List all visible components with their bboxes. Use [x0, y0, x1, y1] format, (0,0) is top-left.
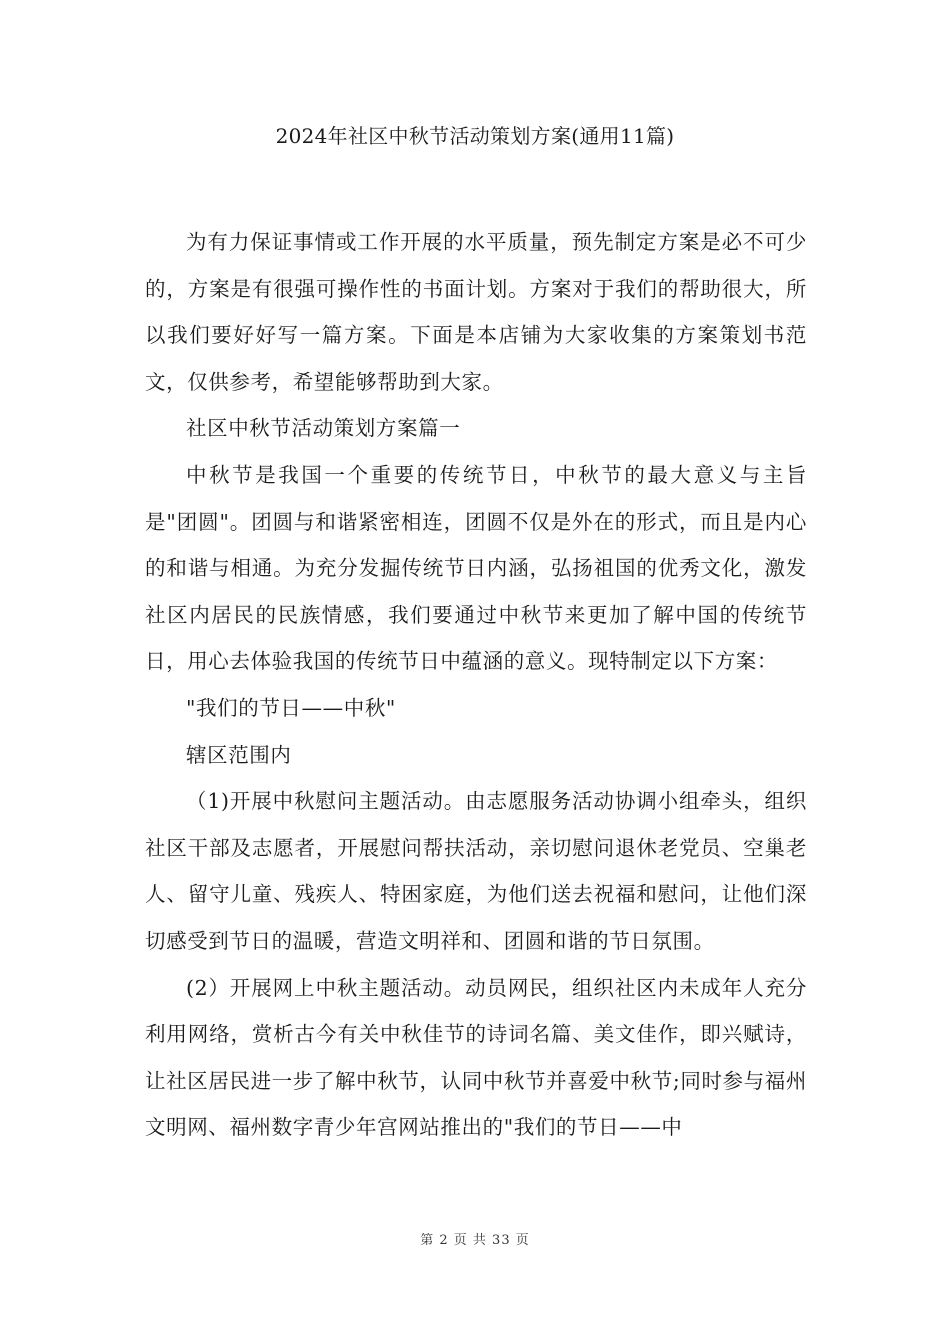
page-title: 2024年社区中秋节活动策划方案(通用11篇): [275, 124, 675, 148]
paragraph-intro: 为有力保证事情或工作开展的水平质量，预先制定方案是必不可少的，方案是有很强可操作性的书面计划。方案对于我们的帮助很大，所以我们要好好写一篇方案。下面是本店铺为大家收集的方案策划书范文，仅供参考，希望能够帮助到大家。: [145, 230, 807, 394]
document-body: [145, 219, 807, 1151]
paragraph-activity-1: （1)开展中秋慰问主题活动。由志愿服务活动协调小组牵头，组织社区干部及志愿者，开展慰问帮扶活动，亲切慰问退休老党员、空巢老人、留守儿童、残疾人、特困家庭，为他们送去祝福和慰问，让他们深切感受到节日的温暖，营造文明祥和、团圆和谐的节日氛围。: [145, 789, 807, 953]
paragraph-activity-2: (2）开展网上中秋主题活动。动员网民，组织社区内未成年人充分利用网络，赏析古今有关中秋佳节的诗词名篇、美文佳作，即兴赋诗，让社区居民进一步了解中秋节，认同中秋节并喜爱中秋节;同时参与福州文明网、福州数字青少年宫网站推出的"我们的节日——中: [145, 975, 807, 1140]
section-heading: 社区中秋节活动策划方案篇一: [186, 416, 461, 441]
page-footer: 第 2 页 共 33 页: [420, 1233, 530, 1248]
paragraph-background: 中秋节是我国一个重要的传统节日，中秋节的最大意义与主旨是"团圆"。团圆与和谐紧密相连，团圆不仅是外在的形式，而且是内心的和谐与相通。为充分发掘传统节日内涵，弘扬祖国的优秀文化，激发社区内居民的民族情感，我们要通过中秋节来更加了解中国的传统节日，用心去体验我国的传统节日中蕴涵的意义。现特制定以下方案：: [145, 462, 807, 674]
paragraph-theme: "我们的节日——中秋": [186, 695, 396, 720]
paragraph-scope: 辖区范围内: [186, 742, 292, 767]
